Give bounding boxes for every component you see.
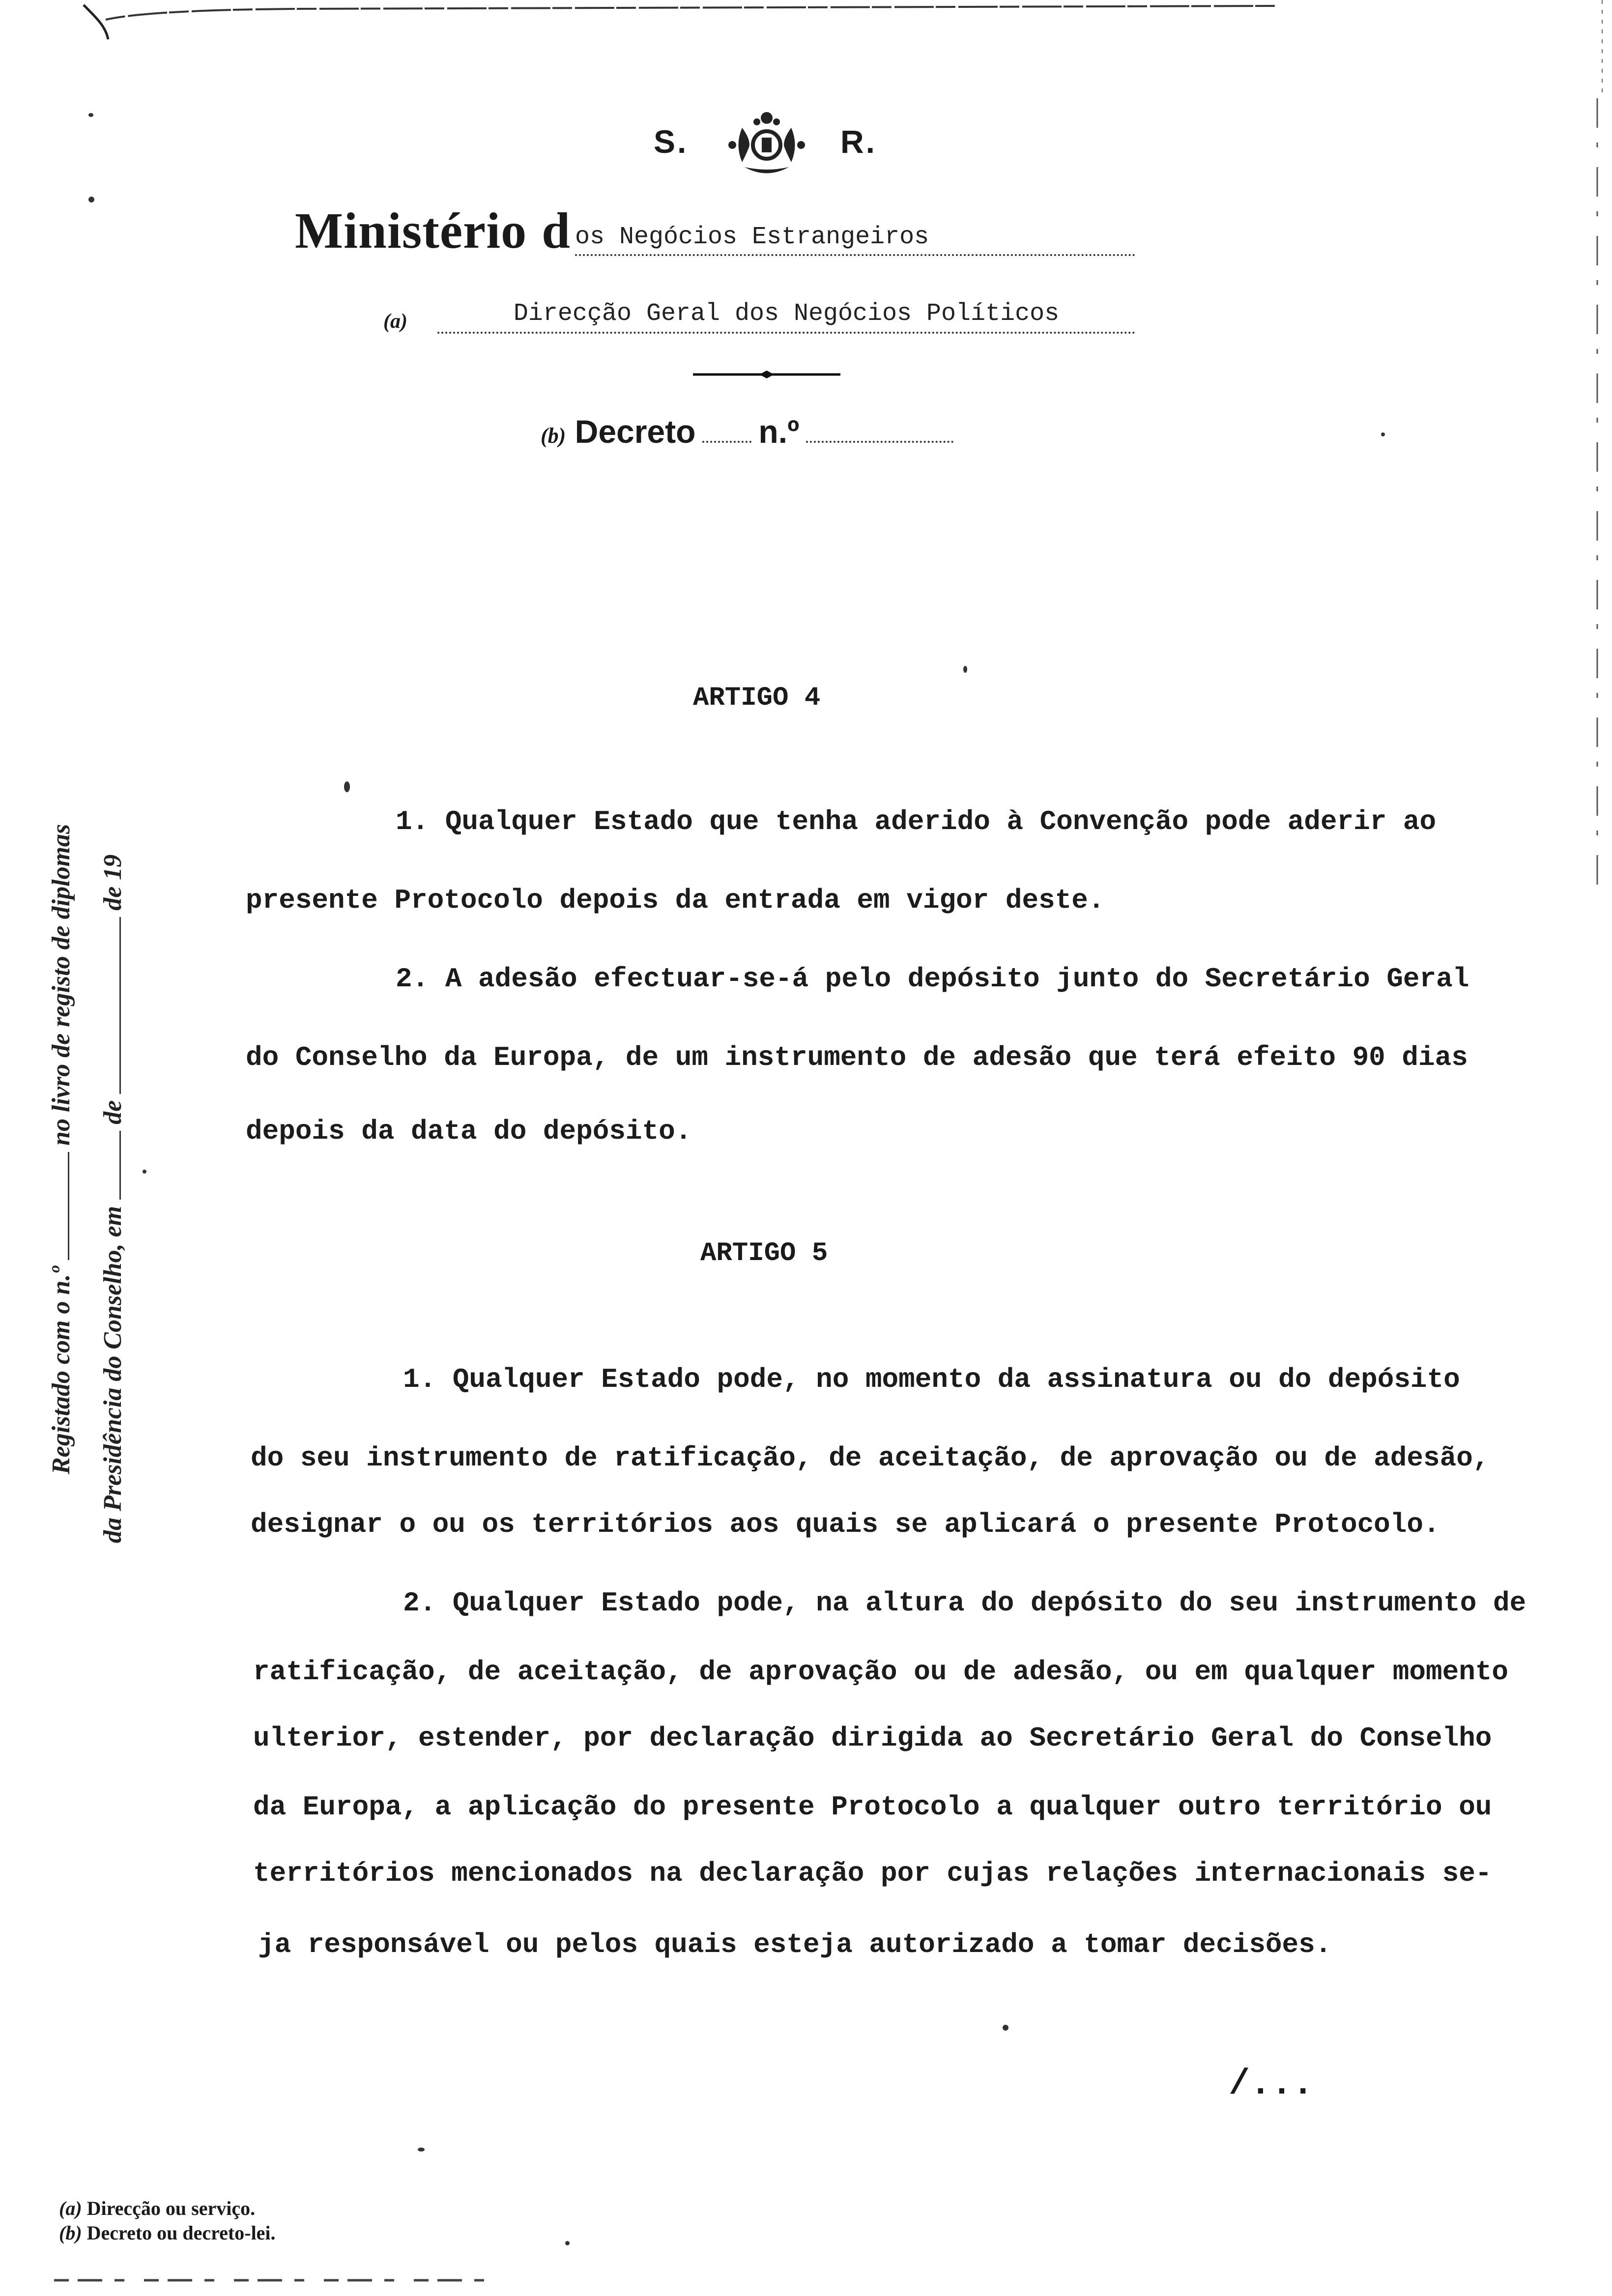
artigo-5-p1-line-3: designar o ou os territórios aos quais se aplicará o presente Protocolo. bbox=[251, 1509, 1440, 1540]
top-edge-mark bbox=[0, 0, 1612, 54]
ministry-d-letter: d bbox=[542, 202, 570, 259]
registration-date-label: da Presidência do Conselho, em bbox=[99, 1205, 127, 1543]
decreto-blank bbox=[702, 421, 751, 443]
registration-book-label: no livro de registo de diplomas bbox=[47, 824, 75, 1146]
scan-speck bbox=[1003, 2025, 1008, 2031]
artigo-4-heading: ARTIGO 4 bbox=[693, 683, 821, 713]
registration-margin-line-1 bbox=[47, 824, 76, 1474]
decreto-number-label: n.º bbox=[758, 413, 800, 450]
artigo-5-p2-line-4: da Europa, a aplicação do presente Protocolo a qualquer outro território ou bbox=[253, 1791, 1492, 1823]
registration-year-label: de 19 bbox=[99, 854, 127, 911]
registration-number-label: Registado com o n.º bbox=[47, 1266, 75, 1474]
right-edge-shadow bbox=[1583, 0, 1612, 2296]
scan-speck bbox=[88, 113, 93, 117]
artigo-5-heading: ARTIGO 5 bbox=[700, 1238, 828, 1268]
registration-month-blank bbox=[105, 917, 121, 1094]
footnote-b-key: (b) bbox=[59, 2222, 82, 2244]
ministry-line bbox=[295, 201, 1253, 265]
artigo-4-p1-line-1: 1. Qualquer Estado que tenha aderido à Convenção pode aderir ao bbox=[396, 806, 1437, 837]
decreto-number-blank bbox=[806, 421, 953, 443]
scan-speck bbox=[565, 2241, 570, 2245]
artigo-5-p2-line-2: ratificação, de aceitação, de aprovação ou de adesão, ou em qualquer momento bbox=[253, 1656, 1509, 1688]
registration-number-blank bbox=[53, 1152, 69, 1260]
ministry-name-field: os Negócios Estrangeiros bbox=[575, 223, 1135, 256]
scan-speck bbox=[143, 1170, 146, 1174]
artigo-4-p2-line-2: do Conselho da Europa, de um instrumento de adesão que terá efeito 90 dias bbox=[246, 1042, 1468, 1073]
registration-day-blank bbox=[105, 1131, 121, 1200]
ministry-label: Ministério bbox=[295, 202, 527, 259]
decreto-line bbox=[541, 413, 1012, 457]
decreto-note-marker: (b) bbox=[541, 424, 566, 448]
footnote-b bbox=[59, 2221, 276, 2244]
continuation-mark: /... bbox=[1229, 2064, 1314, 2104]
direccao-line bbox=[383, 295, 1150, 334]
artigo-5-p2-line-1: 2. Qualquer Estado pode, na altura do depósito do seu instrumento de bbox=[403, 1587, 1526, 1619]
registration-margin-line-2 bbox=[98, 855, 127, 1543]
scan-speck bbox=[1381, 432, 1385, 436]
coat-of-arms-icon bbox=[722, 108, 811, 182]
footnote-b-text: Decreto ou decreto-lei. bbox=[86, 2222, 276, 2244]
registration-month-label: de bbox=[99, 1100, 127, 1124]
decreto-label: Decreto bbox=[575, 413, 696, 450]
artigo-5-p2-line-6: ja responsável ou pelos quais esteja autorizado a tomar decisões. bbox=[258, 1929, 1332, 1960]
print-imprint-mark bbox=[54, 2275, 496, 2285]
artigo-5-p1-line-1: 1. Qualquer Estado pode, no momento da assinatura ou do depósito bbox=[403, 1364, 1460, 1395]
republic-header bbox=[634, 108, 909, 177]
artigo-4-p1-line-2: presente Protocolo depois da entrada em vigor deste. bbox=[246, 885, 1105, 916]
footnote-a-key: (a) bbox=[59, 2197, 82, 2219]
artigo-4-p2-line-3: depois da data do depósito. bbox=[246, 1116, 692, 1147]
scan-speck bbox=[963, 666, 967, 673]
sr-right-letter: R. bbox=[840, 123, 877, 160]
artigo-4-p2-line-1: 2. A adesão efectuar-se-á pelo depósito junto do Secretário Geral bbox=[396, 963, 1469, 995]
scan-speck bbox=[418, 2148, 425, 2152]
artigo-5-p2-line-3: ulterior, estender, por declaração dirigida ao Secretário Geral do Conselho bbox=[253, 1722, 1492, 1754]
scan-speck bbox=[344, 781, 350, 792]
scan-speck bbox=[88, 197, 94, 202]
artigo-5-p1-line-2: do seu instrumento de ratificação, de aceitação, de aprovação ou de adesão, bbox=[251, 1442, 1490, 1474]
direccao-field: Direcção Geral dos Negócios Políticos bbox=[437, 300, 1135, 334]
direccao-note-marker: (a) bbox=[383, 310, 407, 333]
footnote-a-text: Direcção ou serviço. bbox=[86, 2197, 256, 2219]
sr-left-letter: S. bbox=[654, 123, 689, 160]
artigo-5-p2-line-5: territórios mencionados na declaração por cujas relações internacionais se- bbox=[253, 1858, 1492, 1889]
header-divider bbox=[693, 370, 840, 379]
footnote-a bbox=[59, 2197, 255, 2220]
